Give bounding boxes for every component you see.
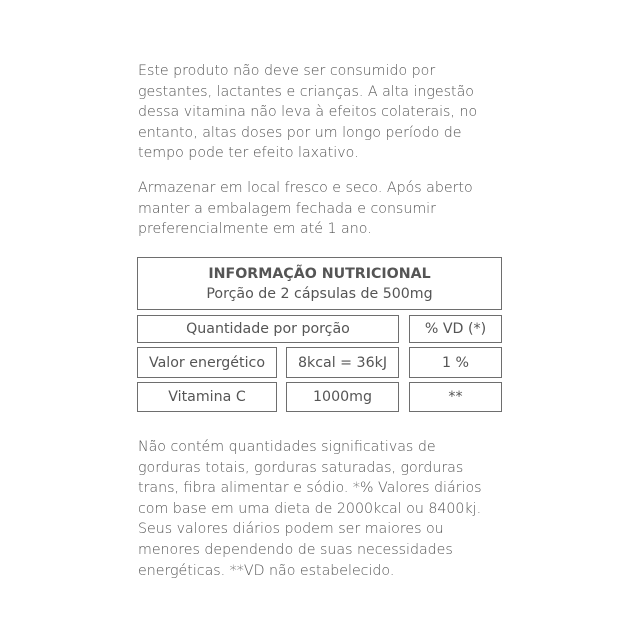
vd-header-cell: % VD (*) (409, 315, 502, 343)
footnote-line: com base em uma dieta de 2000kcal ou 8400kj. (138, 500, 482, 517)
nutrient-vd-cell: ** (409, 382, 502, 412)
storage-paragraph (138, 178, 528, 240)
storage-line: Armazenar em local fresco e seco. Após aberto (138, 180, 473, 196)
storage-line: preferencialmente em até 1 ano. (138, 221, 372, 238)
nutrient-amount-cell: 8kcal = 36kJ (286, 347, 399, 378)
warning-line: Este produto não deve ser consumido por (138, 63, 436, 79)
warning-line: gestantes, lactantes e crianças. A alta ingestão (138, 83, 474, 100)
warning-line: tempo pode ter efeito laxativo. (138, 145, 359, 162)
footnote-paragraph (138, 437, 528, 581)
footnote-line: Não contém quantidades significativas de (138, 439, 436, 455)
footnote-line: gorduras totais, gorduras saturadas, gorduras (138, 459, 464, 476)
nutrient-name-cell: Vitamina C (137, 382, 277, 412)
footnote-line: trans, fibra alimentar e sódio. *% Valores diários (138, 480, 482, 497)
nutrition-table-title: INFORMAÇÃO NUTRICIONAL (208, 265, 431, 282)
nutrient-vd-cell: 1 % (409, 347, 502, 378)
storage-line: manter a embalagem fechada e consumir (138, 200, 436, 217)
quantity-header-cell: Quantidade por porção (137, 315, 399, 343)
nutrition-table-header (137, 257, 502, 310)
warning-line: entanto, altas doses por um longo período de (138, 124, 462, 141)
portion-size: Porção de 2 cápsulas de 500mg (206, 285, 433, 302)
footnote-line: energéticas. **VD não estabelecido. (138, 562, 395, 579)
nutrient-amount-cell: 1000mg (286, 382, 399, 412)
footnote-line: Seus valores diários podem ser maiores ou (138, 521, 444, 538)
nutrient-name-cell: Valor energético (137, 347, 277, 378)
footnote-line: menores dependendo de suas necessidades (138, 541, 453, 558)
warning-paragraph (138, 61, 528, 164)
warning-line: dessa vitamina não leva à efeitos colaterais, no (138, 104, 478, 121)
